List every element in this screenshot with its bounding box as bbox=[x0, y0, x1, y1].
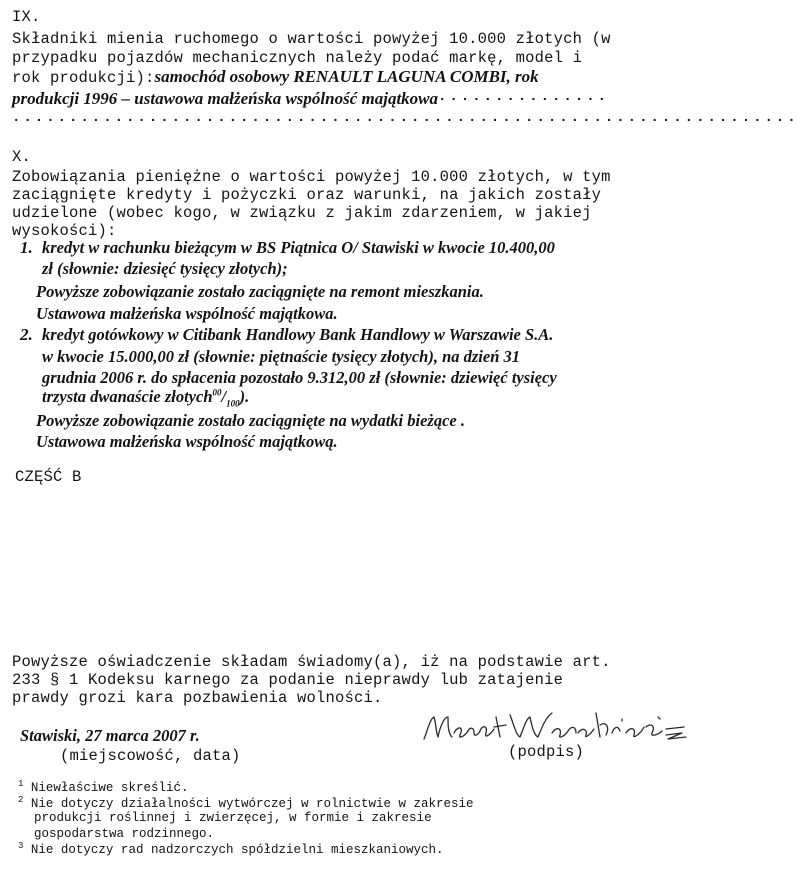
signature-label: (podpis) bbox=[508, 743, 585, 761]
item2-fraction-num: 00 bbox=[212, 387, 222, 398]
footnote-1 bbox=[18, 779, 188, 795]
footnote-2-line2: produkcji roślinnej i zwierzęcej, w formie i zakresie bbox=[34, 811, 432, 825]
section-ix-dots-a: ............... bbox=[438, 89, 610, 105]
footnote-3 bbox=[18, 841, 444, 857]
section-x-line3: udzielone (wobec kogo, w związku z jakim zdarzeniem, w jakiej bbox=[12, 204, 592, 222]
item1-line4: Ustawowa małżeńska wspólność majątkowa. bbox=[36, 304, 338, 323]
section-ix-vehicle-answer-cont: produkcji 1996 – ustawowa małżeńska wspólność majątkowa bbox=[12, 89, 439, 108]
footnote-1-text: Niewłaściwe skreślić. bbox=[30, 781, 189, 796]
section-x-line1: Zobowiązania pieniężne o wartości powyżej 10.000 złotych, w tym bbox=[12, 168, 611, 186]
section-ix-line3-prefix: rok produkcji): bbox=[12, 69, 155, 87]
item2-line4-text: trzysta dwanaście złotych bbox=[42, 387, 213, 406]
item2-line6: Ustawowa małżeńska wspólność majątkową. bbox=[36, 432, 338, 451]
item2-line1: kredyt gotówkowy w Citibank Handlowy Bank Handlowy w Warszawie S.A. bbox=[42, 325, 554, 344]
item1-line2: zł (słownie: dziesięć tysięcy złotych); bbox=[42, 259, 288, 278]
item2-line5: Powyższe zobowiązanie zostało zaciągnięte na wydatki bieżące . bbox=[36, 411, 465, 430]
item2-number: 2. bbox=[20, 325, 33, 344]
footnote-2-text: Nie dotyczy działalności wytwórczej w rolnictwie w zakresie bbox=[30, 797, 474, 812]
footnote-3-mark: 3 bbox=[18, 841, 24, 851]
section-ix-line4 bbox=[12, 89, 610, 109]
footnote-2-mark: 2 bbox=[18, 795, 24, 805]
declaration-line3: prawdy grozi kara pozbawienia wolności. bbox=[12, 689, 383, 707]
item2-line4-end: ). bbox=[239, 387, 250, 406]
section-ix-line1: Składniki mienia ruchomego o wartości powyżej 10.000 złotych (w bbox=[12, 30, 611, 48]
section-ix-vehicle-answer: samochód osobowy RENAULT LAGUNA COMBI, rok bbox=[154, 67, 539, 86]
declaration-line2: 233 § 1 Kodeksu karnego za podanie nieprawdy lub zatajenie bbox=[12, 671, 564, 689]
item2-line3: grudnia 2006 r. do spłacenia pozostało 9.312,00 zł (słownie: dziewięć tysięcy bbox=[42, 368, 557, 387]
declaration-line1: Powyższe oświadczenie składam świadomy(a), iż na podstawie art. bbox=[12, 653, 611, 671]
section-x-line2: zaciągnięte kredyty i pożyczki oraz warunki, na jakich zostały bbox=[12, 186, 602, 204]
section-ix-line2: przypadku pojazdów mechanicznych należy podać markę, model i bbox=[12, 49, 583, 67]
footnote-1-mark: 1 bbox=[18, 779, 24, 789]
section-ix-heading: IX. bbox=[12, 8, 41, 26]
item2-fraction-den: 100 bbox=[226, 398, 240, 409]
section-x-line4: wysokości): bbox=[12, 222, 117, 240]
item2-line2: w kwocie 15.000,00 zł (słownie: piętnaście tysięcy złotych), na dzień 31 bbox=[42, 347, 521, 366]
place-date-value: Stawiski, 27 marca 2007 r. bbox=[20, 726, 200, 745]
item1-line1: kredyt w rachunku bieżącym w BS Piątnica O/ Stawiski w kwocie 10.400,00 bbox=[42, 238, 555, 257]
section-x-heading: X. bbox=[12, 148, 32, 166]
footnote-2-line3: gospodarstwa rodzinnego. bbox=[34, 827, 215, 841]
footnote-3-text: Nie dotyczy rad nadzorczych spółdzielni mieszkaniowych. bbox=[30, 843, 444, 858]
item1-number: 1. bbox=[20, 238, 33, 257]
footnote-2 bbox=[18, 795, 474, 811]
item1-line3: Powyższe zobowiązanie zostało zaciągnięte na remont mieszkania. bbox=[36, 282, 484, 301]
part-b-heading: CZĘŚĆ B bbox=[15, 468, 82, 486]
section-ix-dots-b: ..................................................................... bbox=[12, 110, 799, 126]
section-ix-line3 bbox=[12, 67, 539, 87]
place-date-label: (miejscowość, data) bbox=[60, 747, 241, 765]
item2-line4: trzysta dwanaście $złotych^{00}/_{100}$). bbox=[42, 387, 250, 409]
